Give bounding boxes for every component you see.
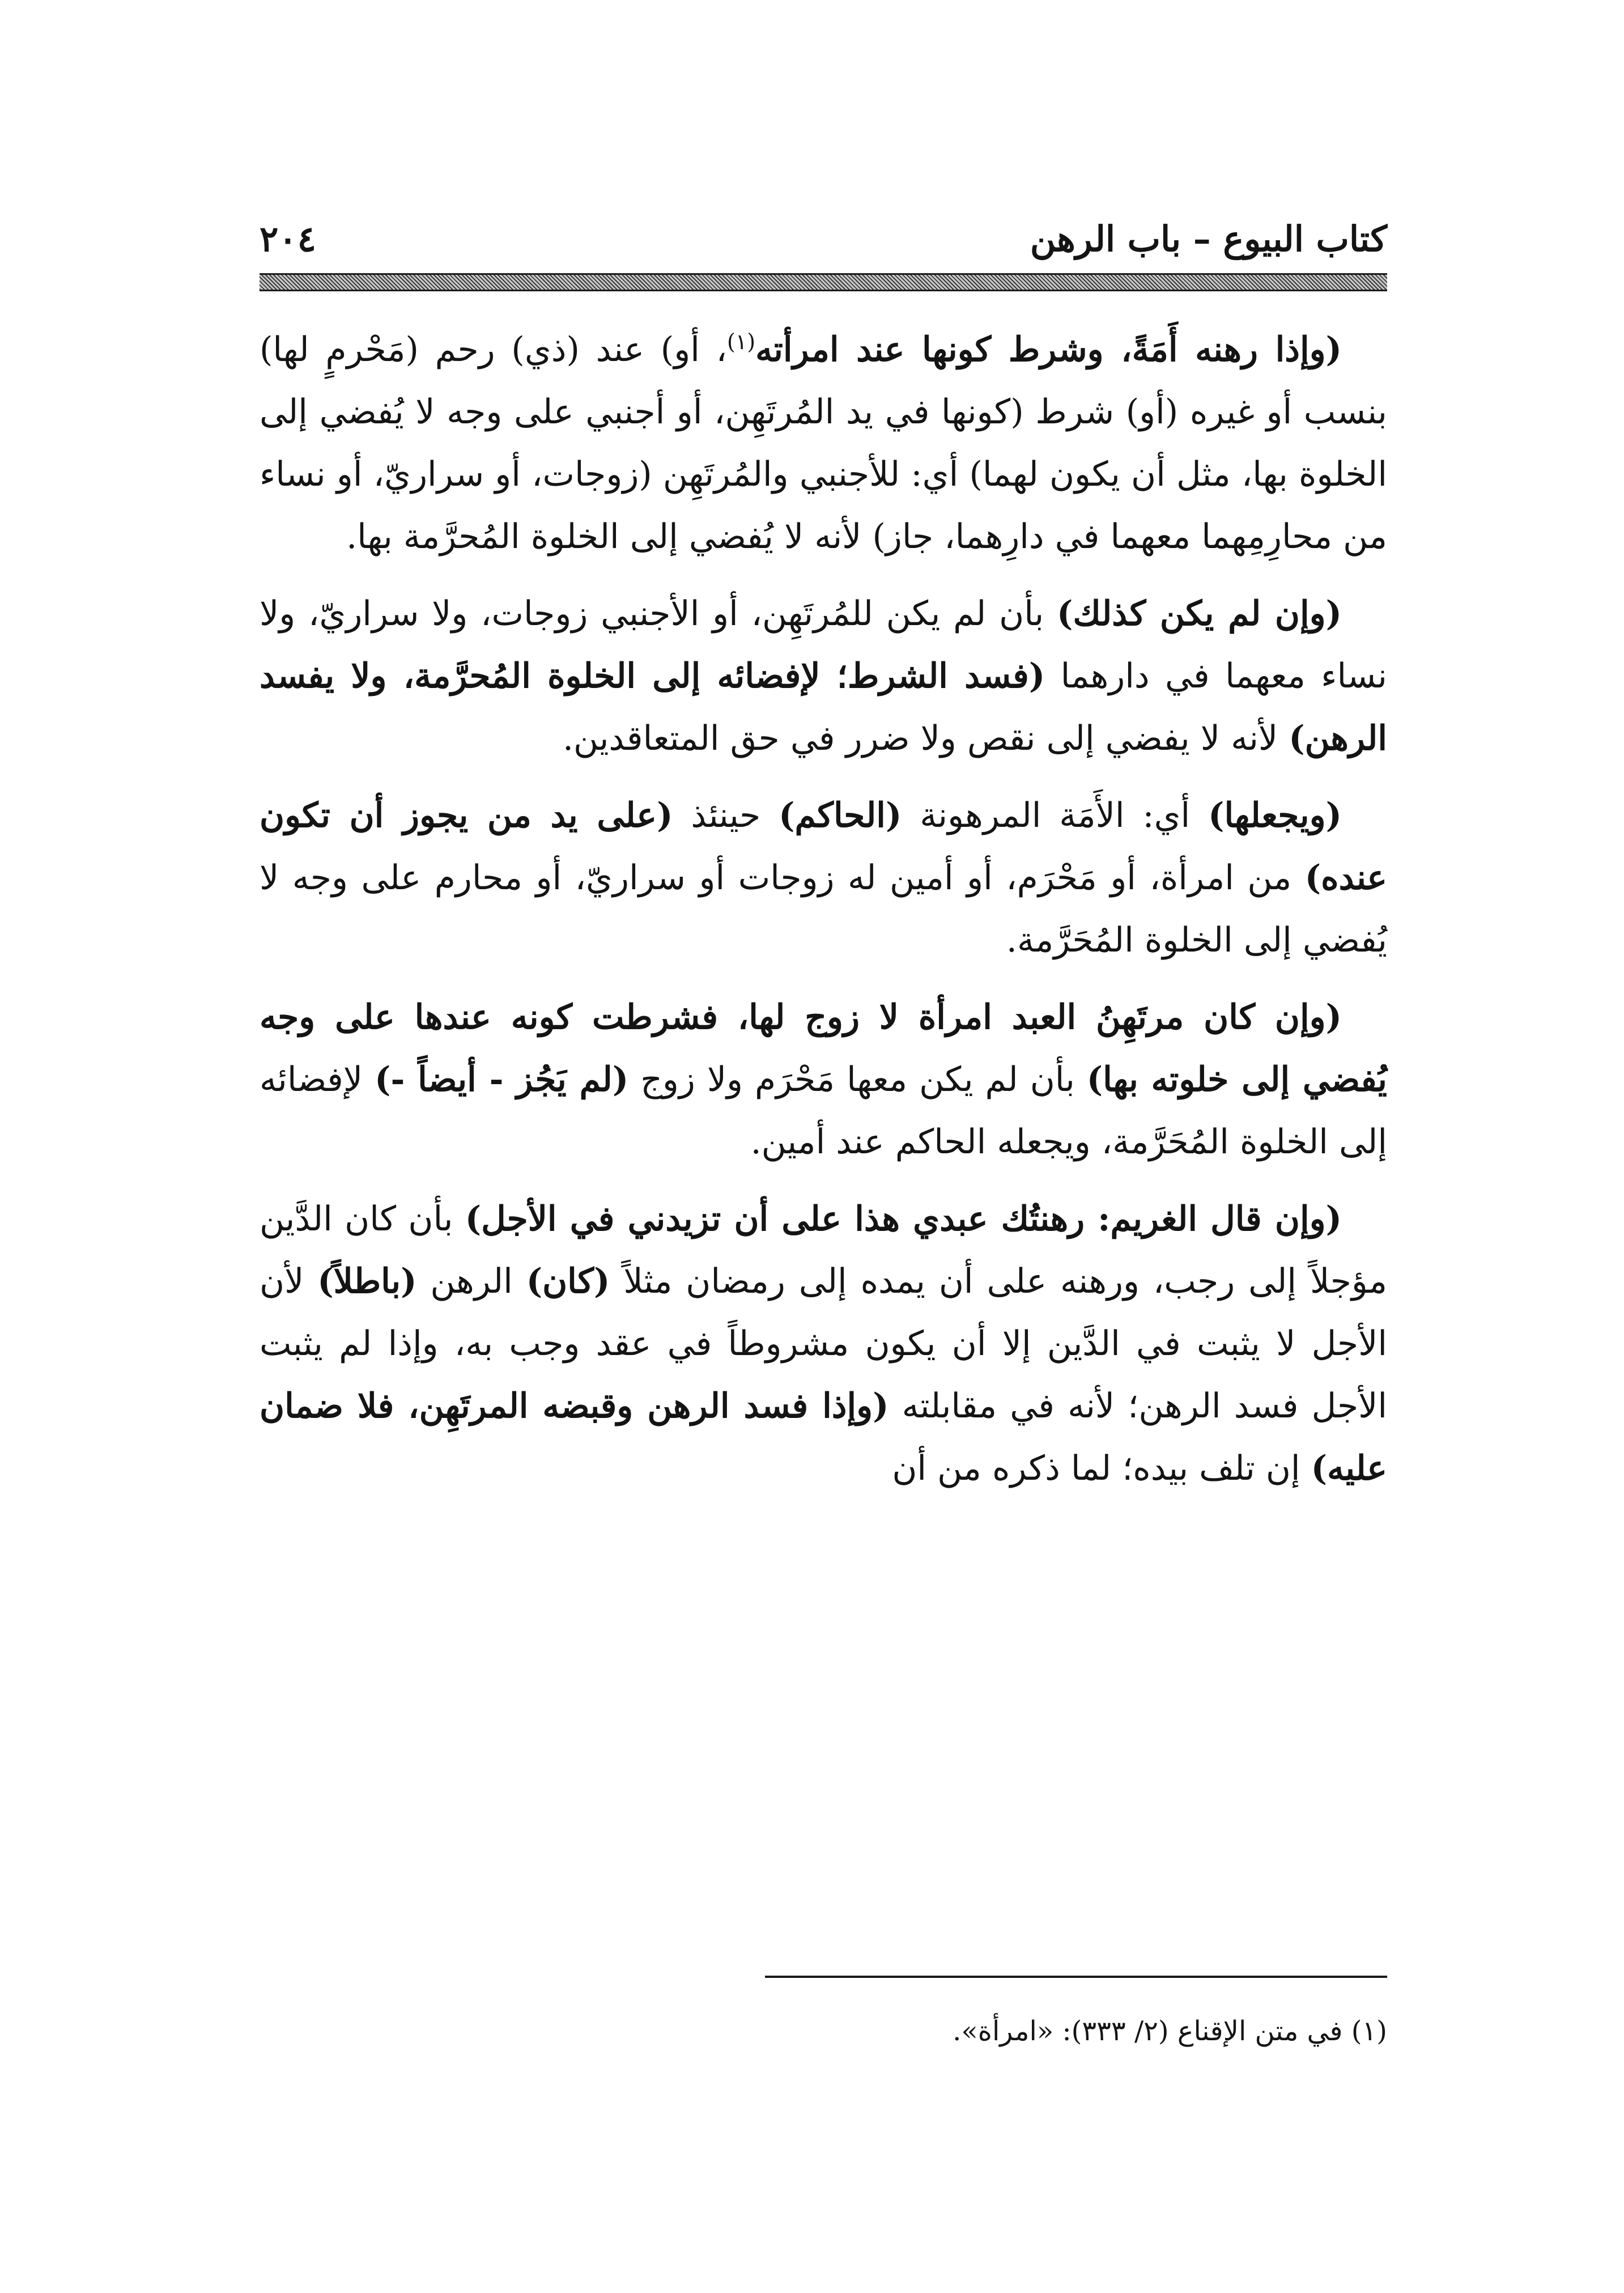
- paragraph: [260, 784, 1387, 971]
- footnote-separator: [765, 1976, 1387, 1978]
- text-run: بأن لم يكن للمُرتَهِن، أو الأجنبي زوجات، ولا سراريّ، ولا نساء معهما في دارهما: [260, 594, 1387, 696]
- bold-text-run: (فسد الشرط؛ لإفضائه إلى الخلوة المُحرَّمة، ولا يفسد الرهن): [260, 656, 1387, 758]
- page-number: ٢٠٤: [260, 218, 316, 260]
- bold-text-run: (لم يَجُز - أيضاً -): [375, 1060, 629, 1099]
- main-text: [260, 311, 1387, 1514]
- bold-text-run: (باطلاً): [317, 1262, 417, 1301]
- bold-text-run: (وإن قال الغريم: رهنتُك عبدي هذا على أن تزيدني في الأجل): [465, 1199, 1342, 1239]
- footnote: (١) في متن الإقناع (٢/ ٣٣٣): «امرأة».: [953, 2015, 1387, 2047]
- text-run: الرهن: [416, 1262, 526, 1301]
- text-run: ، أو) عند (ذي) رحم (مَحْرمٍ لها) بنسب أو غيره (أو) شرط (كونها في يد المُرتَهِن، أو أجنبي على وجه لا يُفضي إلى الخلوة بها، مثل أن يكون لهما) أي: للأجنبي والمُرتَهِن (زوجات، أو سراريّ، أو نساء من محارِمِهما معهما في دارِهما، جاز) لأنه لا يُفضي إلى الخلوة المُحرَّمة بها.: [260, 330, 1387, 557]
- footnote-marker: (١): [726, 329, 756, 354]
- text-run: لأنه لا يفضي إلى نقص ولا ضرر في حق المتعاقدين.: [562, 719, 1289, 758]
- bold-text-run: (كان): [526, 1262, 610, 1301]
- bold-text-run: (وإن كان مرتَهِنُ العبد امرأة لا زوج لها، فشرطت كونه عندها على وجه يُفضي إلى خلوته بها): [260, 997, 1387, 1099]
- header-rule: [260, 273, 1387, 291]
- paragraph: [260, 583, 1387, 770]
- text-run: أي: الأَمَة المرهونة: [902, 796, 1209, 835]
- bold-text-run: (على يد من يجوز أن تكون عنده): [260, 796, 1387, 898]
- bold-text-run: (وإذا رهنه أَمَةً، وشرط كونها عند امرأته: [755, 330, 1342, 370]
- bold-text-run: (الحاكم): [779, 796, 902, 835]
- text-run: من امرأة، أو مَحْرَم، أو أمين له زوجات أو سراريّ، أو محارم على وجه لا يُفضي إلى الخلوة المُحَرَّمة.: [260, 858, 1387, 960]
- paragraph: [260, 986, 1387, 1173]
- paragraph: [260, 1188, 1387, 1500]
- paragraph: [260, 311, 1387, 568]
- bold-text-run: (ويجعلها): [1208, 796, 1342, 835]
- text-run: بأن لم يكن معها مَحْرَم ولا زوج: [628, 1060, 1087, 1099]
- text-run: حينئذ: [673, 796, 779, 835]
- text-run: لأن الأجل لا يثبت في الدَّين إلا أن يكون مشروطاً في عقد وجب به، وإذا لم يثبت الأجل فسد الرهن؛ لأنه في مقابلته: [260, 1262, 1387, 1426]
- text-run: إن تلف بيده؛ لما ذكره من أن: [892, 1449, 1311, 1488]
- page-header: [260, 211, 1387, 279]
- running-title: كتاب البيوع – باب الرهن: [1030, 218, 1387, 260]
- text-run: لإفضائه إلى الخلوة المُحَرَّمة، ويجعله الحاكم عند أمين.: [260, 1060, 1387, 1162]
- bold-text-run: (وإذا فسد الرهن وقبضه المرتَهِن، فلا ضمان عليه): [260, 1386, 1387, 1488]
- bold-text-run: (وإن لم يكن كذلك): [1057, 594, 1342, 634]
- text-run: بأن كان الدَّين مؤجلاً إلى رجب، ورهنه على أن يمده إلى رمضان مثلاً: [260, 1199, 1388, 1301]
